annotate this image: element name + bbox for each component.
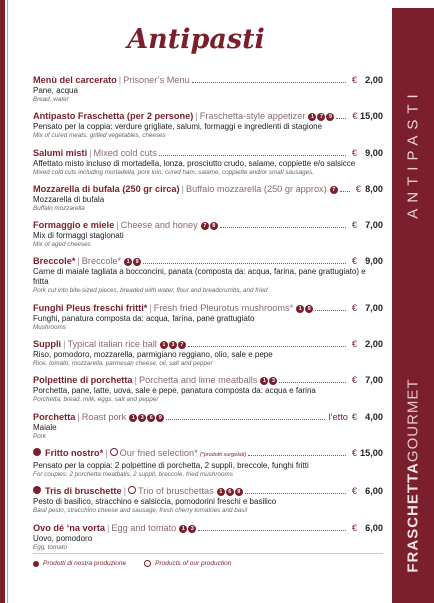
separator: |	[123, 486, 126, 497]
item-description-it: Affettato misto incluso di mortadella, lonza, prosciutto crudo, salame, coppiette e/o salsicce	[33, 158, 356, 168]
menu-item-header	[33, 74, 383, 86]
dot-leader	[192, 82, 346, 83]
item-description-it: Pane, acqua	[33, 86, 78, 95]
item-name: Polpettine di porchetta	[33, 375, 133, 386]
allergen-badge: 1	[124, 258, 132, 266]
menu-item-header	[33, 183, 383, 195]
dot-leader	[248, 455, 346, 456]
currency-symbol: €	[351, 339, 357, 350]
allergen-badges	[179, 525, 196, 533]
currency-symbol: €	[351, 411, 357, 422]
allergen-badges	[217, 488, 243, 496]
allergen-badge: 7	[178, 341, 186, 349]
menu-item	[33, 522, 383, 552]
separator: |	[107, 522, 110, 533]
dot-leader	[188, 346, 346, 347]
item-description-en: Mushrooms	[33, 323, 66, 331]
item-description-it: Maiale	[33, 422, 57, 432]
left-border	[0, 0, 5, 603]
separator: |	[77, 411, 80, 422]
item-name: Tris di bruschette	[45, 486, 122, 497]
menu-item-header	[33, 447, 383, 461]
menu-item	[33, 219, 383, 249]
allergen-badges	[201, 222, 218, 230]
allergen-badge: 6	[147, 414, 155, 422]
item-price: 6,00	[365, 486, 383, 497]
allergen-badges	[160, 341, 186, 349]
menu-item-header	[33, 522, 383, 534]
item-name: Fritto nostro*	[45, 447, 104, 458]
menu-item	[33, 411, 383, 441]
currency-symbol: €	[351, 486, 357, 497]
item-english-name: Typical italian rice ball	[67, 339, 157, 350]
item-name: Breccole*	[33, 256, 76, 267]
item-description-en: Mixed cold cuts including mortadella, pork loin, cured ham, salame, coppiette and/or small sausages.	[33, 168, 315, 176]
allergen-badge: 1	[308, 113, 316, 121]
menu-list	[33, 74, 383, 558]
item-description-it: Porchetta, pane, latte, uova, sale e pepe, panatura composta da: acqua e farina	[33, 386, 316, 396]
item-description-en: Buffalo mozzarella	[33, 204, 85, 212]
menu-item-header	[33, 302, 383, 314]
allergen-badges	[308, 113, 334, 121]
currency-symbol: €	[351, 522, 357, 533]
dot-leader	[166, 419, 325, 420]
allergen-badge: 1	[179, 525, 187, 533]
separator: |	[181, 183, 184, 194]
dot-leader	[336, 118, 346, 119]
allergen-badges	[296, 305, 313, 313]
item-description-en: Porchetta, bread, milk, eggs, salt and pepper	[33, 396, 159, 404]
item-english-name: Roast pork	[81, 411, 127, 422]
allergen-badge: 3	[169, 341, 177, 349]
our-production-icon	[110, 448, 118, 456]
separator: |	[134, 375, 137, 386]
brand-light: GOURMET	[404, 378, 422, 463]
item-price: 15,00	[360, 447, 383, 458]
item-description-it: Carne di maiale tagliata a bocconcini, panata (composta da: acqua, farina, pane grattugiato) e fritta	[33, 267, 366, 287]
item-name: Funghi Pleus freschi fritti*	[33, 302, 148, 313]
currency-symbol: €	[351, 447, 357, 458]
legend-own-label: Prodotti di nostra produzione	[43, 560, 127, 567]
allergen-badge: 9	[305, 305, 313, 313]
menu-item	[33, 147, 383, 177]
item-description-it: Pesto di basilico, stracchino e salsiccia, pomodorini freschi e basilico	[33, 497, 277, 507]
menu-item-header	[33, 374, 383, 386]
legend-ours-label: Products of our production	[155, 560, 232, 567]
item-description-en: For couples: 2 porchetta meatballs, 2 supplì, breccole, fried mushrooms	[33, 470, 233, 478]
item-description-it: Mix di formaggi stagionati	[33, 231, 124, 241]
item-description-en: Bread, water	[33, 96, 69, 103]
dot-leader	[159, 155, 346, 156]
menu-item	[33, 74, 383, 104]
menu-item-header	[33, 485, 383, 497]
currency-symbol: €	[351, 75, 357, 85]
currency-symbol: €	[352, 111, 358, 122]
frozen-note: (*prodotti surgelati)	[199, 451, 247, 458]
item-description-it: Uovo, pomodoro	[33, 533, 93, 543]
item-price: 2,00	[365, 339, 383, 350]
separator: |	[195, 111, 198, 122]
item-price: 9,00	[365, 147, 383, 158]
item-english-name: Cheese and honey	[120, 220, 198, 231]
currency-symbol: €	[351, 220, 357, 231]
dot-leader	[279, 382, 345, 383]
item-description-it: Pensato per la coppia: 2 polpettine di porchetta, 2 supplì, breccole, funghi fritti	[33, 460, 309, 470]
item-english-name: Egg and tomato	[111, 522, 177, 533]
menu-item-header	[33, 147, 383, 159]
item-english-name: Our fried selection*	[119, 447, 198, 458]
item-price: 7,00	[365, 220, 383, 231]
sidebar-brand	[392, 353, 434, 598]
item-price: 4,00	[365, 411, 383, 422]
item-name: Formaggio e miele	[33, 220, 115, 231]
item-name: Salumi misti	[33, 147, 88, 158]
allergen-badge: 1	[260, 377, 268, 385]
allergen-badge: 1	[160, 341, 168, 349]
allergen-badge: 3	[188, 525, 196, 533]
separator: |	[149, 302, 152, 313]
price-unit: l’etto	[328, 411, 348, 422]
item-description-en: Pork cut into bite-sized pieces, breaded with water, flour and breadcrumbs, and fried	[33, 287, 268, 295]
separator: |	[77, 256, 80, 267]
currency-symbol: €	[351, 147, 357, 158]
item-description-it: Riso, pomodoro, mozzarella, parmigiano reggiano, olio, sale e pepe	[33, 350, 273, 360]
dot-leader	[315, 310, 346, 311]
item-name: Antipasto Fraschetta (per 2 persone)	[33, 111, 194, 122]
menu-item	[33, 302, 383, 332]
separator: |	[118, 75, 122, 85]
currency-symbol: €	[351, 375, 357, 386]
menu-item	[33, 447, 383, 479]
allergen-badges	[330, 186, 338, 194]
item-description-en: Egg, tomato	[33, 543, 67, 551]
legend-ours	[144, 560, 231, 567]
menu-item	[33, 485, 383, 515]
menu-item-header	[33, 110, 383, 122]
item-description-en: Rice, tomato, mozzarella, parmesan cheese, oil, salt and pepper	[33, 360, 213, 368]
sidebar-section	[392, 8, 434, 298]
item-name: Ovo dé ‘na vorta	[33, 522, 105, 533]
item-description-en: Mix of aged cheeses	[33, 241, 91, 249]
item-english-name: Prisoner’s Menu	[123, 75, 190, 85]
allergen-badge: 9	[326, 113, 334, 121]
allergen-badge: 9	[156, 414, 164, 422]
menu-item	[33, 183, 383, 213]
item-description-en: Pork	[33, 432, 46, 440]
item-price: 7,00	[365, 375, 383, 386]
item-price: 6,00	[365, 522, 383, 533]
allergen-badge: 7	[201, 222, 209, 230]
allergen-badge: 6	[226, 488, 234, 496]
item-name: Supplì	[33, 339, 62, 350]
allergen-badge: 9	[133, 258, 141, 266]
allergen-badge: 7	[317, 113, 325, 121]
allergen-badge: 1	[296, 305, 304, 313]
currency-symbol: €	[355, 183, 361, 194]
item-english-name: Fresh fried Pleurotus mushrooms*	[153, 302, 294, 313]
footer-legend	[33, 560, 383, 567]
separator: |	[116, 220, 119, 231]
left-border-thin	[7, 0, 8, 603]
item-english-name: Fraschetta-style appetizer	[199, 111, 306, 122]
footer-divider	[33, 553, 383, 554]
dot-leader	[340, 191, 350, 192]
sidebar	[392, 8, 434, 603]
separator: |	[105, 447, 108, 458]
item-price: 7,00	[365, 302, 383, 313]
item-description-it: Funghi, panatura composta da: acqua, farina, pane grattugiato	[33, 313, 255, 323]
own-production-icon	[33, 561, 39, 567]
allergen-badge: 8	[210, 222, 218, 230]
legend-own	[33, 560, 126, 567]
our-production-icon	[144, 560, 151, 567]
menu-item-header	[33, 219, 383, 231]
item-price: 2,00	[365, 75, 383, 85]
menu-item	[33, 110, 383, 140]
own-production-icon	[33, 486, 41, 494]
currency-symbol: €	[351, 302, 357, 313]
item-english-name: Porchetta and lime meatballs	[138, 375, 258, 386]
item-name: Mozzarella di bufala (250 gr circa)	[33, 183, 180, 194]
separator: |	[63, 339, 66, 350]
menu-item-header	[33, 255, 383, 267]
currency-symbol: €	[351, 256, 357, 267]
our-production-icon	[128, 486, 136, 494]
own-production-icon	[33, 448, 41, 456]
allergen-badges	[124, 258, 141, 266]
menu-item-header	[33, 338, 383, 350]
section-label: ANTIPASTI	[404, 87, 422, 219]
brand-bold: FRASCHETTA	[404, 462, 422, 573]
dot-leader	[245, 493, 346, 494]
separator: |	[89, 147, 92, 158]
item-name: Menù del carcerato	[33, 75, 117, 85]
item-english-name: Buffalo mozzarella (250 gr approx)	[185, 183, 327, 194]
item-price: 9,00	[365, 256, 383, 267]
dot-leader	[143, 263, 346, 264]
allergen-badges	[260, 377, 277, 385]
item-name: Porchetta	[33, 411, 76, 422]
item-description-it: Mozzarella di bufala	[33, 194, 105, 204]
item-description-en: Basil pesto, stracchino cheese and sausage, fresh cherry tomatoes and basil	[33, 507, 248, 515]
item-english-name: Trio of bruschettas	[137, 486, 214, 497]
item-description-it: Pensato per la coppia: verdure grigliate, salumi, formaggi e ingredienti di stagione	[33, 122, 323, 132]
dot-leader	[198, 530, 346, 531]
allergen-badge: 1	[129, 414, 137, 422]
menu-item-header	[33, 411, 383, 423]
item-description-en: Mix of cured meats, grilled vegetables, cheeses	[33, 132, 166, 140]
item-price: 15,00	[360, 111, 383, 122]
allergen-badge: 7	[330, 186, 338, 194]
item-english-name: Mixed cold cuts	[93, 147, 157, 158]
allergen-badge: 3	[138, 414, 146, 422]
menu-item	[33, 338, 383, 368]
allergen-badge: 9	[235, 488, 243, 496]
brand-logo	[405, 378, 422, 572]
page-title: Antipasti	[127, 24, 265, 55]
menu-item	[33, 374, 383, 404]
allergen-badges	[129, 414, 164, 422]
allergen-badge: 1	[217, 488, 225, 496]
menu-item	[33, 255, 383, 295]
dot-leader	[220, 227, 346, 228]
item-english-name: Breccole*	[81, 256, 122, 267]
allergen-badge: 3	[269, 377, 277, 385]
item-price: 8,00	[365, 183, 383, 194]
